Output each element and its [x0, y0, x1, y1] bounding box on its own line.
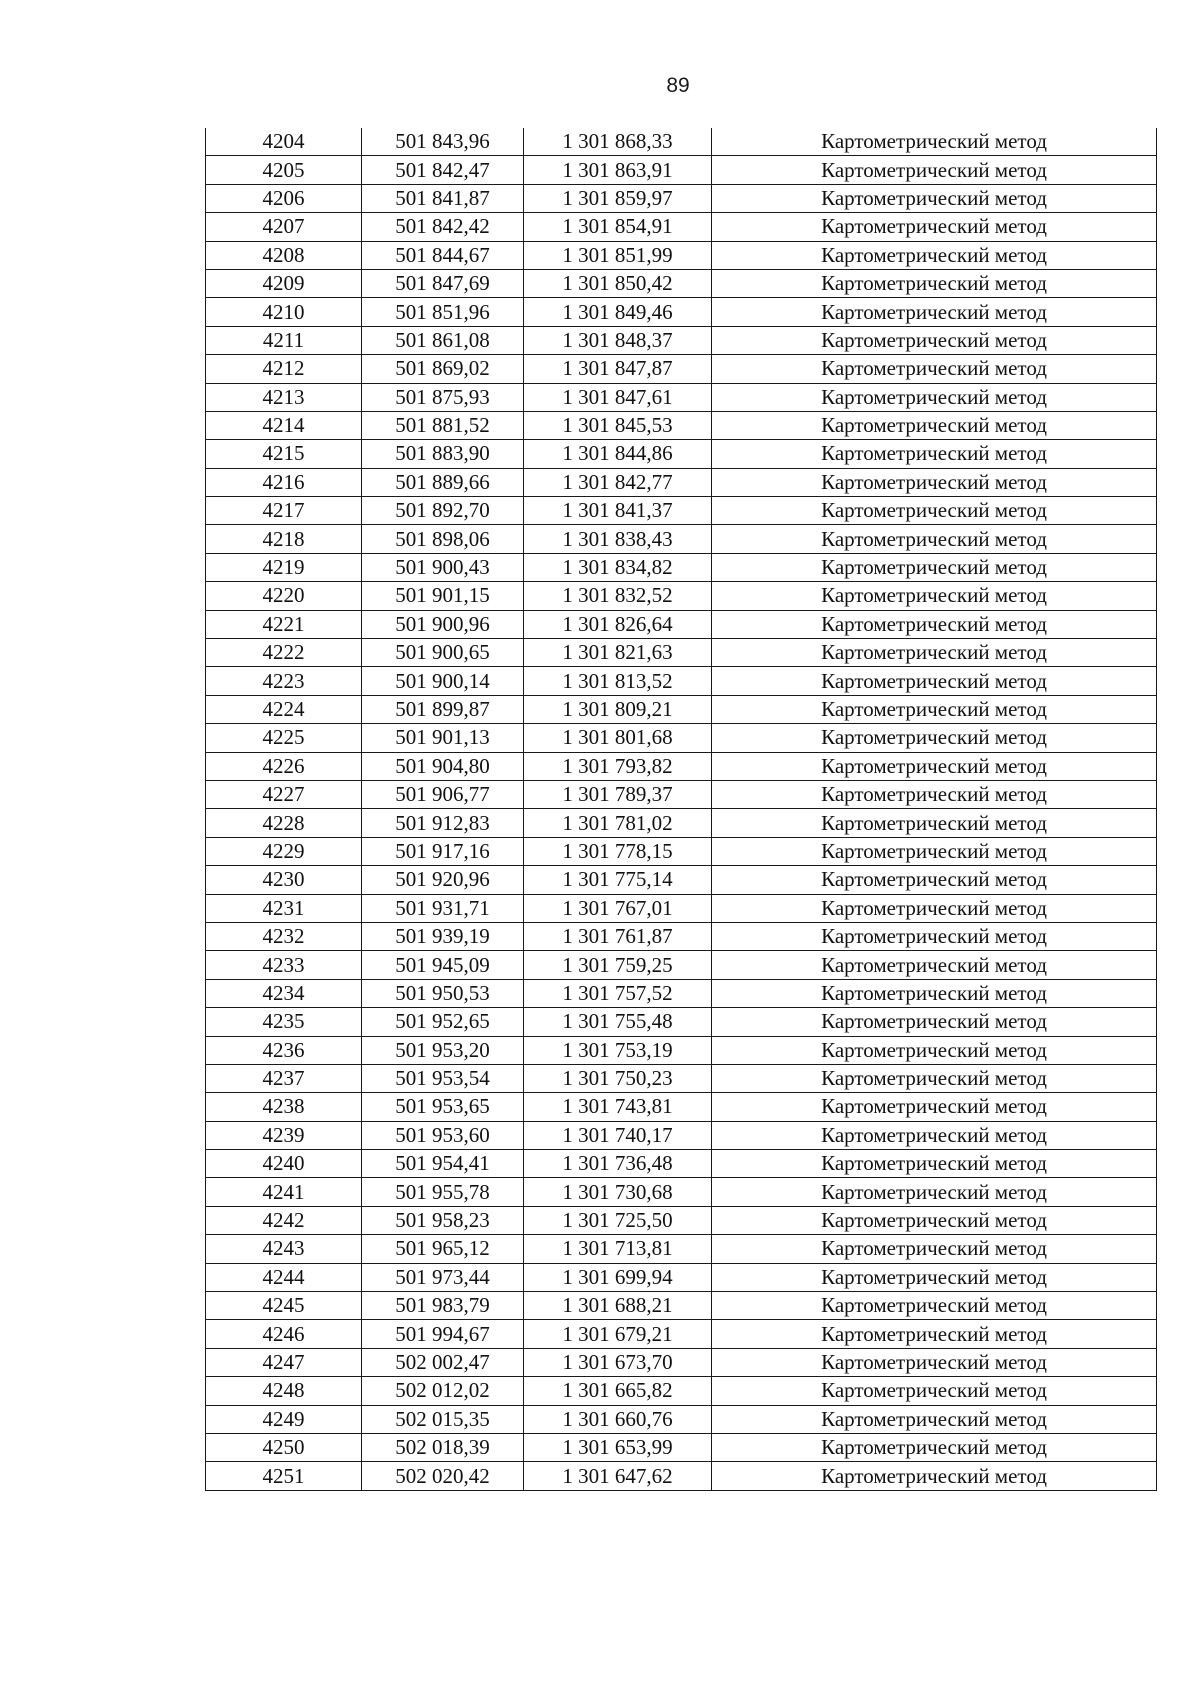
method-cell: Картометрический метод — [712, 610, 1157, 638]
method-cell: Картометрический метод — [712, 1462, 1157, 1490]
method-cell: Картометрический метод — [712, 128, 1157, 156]
x-coordinate-cell: 502 018,39 — [362, 1433, 524, 1461]
table-row — [206, 497, 1157, 525]
table-row — [206, 1064, 1157, 1092]
y-coordinate-cell: 1 301 841,37 — [524, 497, 712, 525]
table-row — [206, 241, 1157, 269]
y-coordinate-cell: 1 301 848,37 — [524, 326, 712, 354]
table-row — [206, 979, 1157, 1007]
method-cell: Картометрический метод — [712, 525, 1157, 553]
y-coordinate-cell: 1 301 730,68 — [524, 1178, 712, 1206]
x-coordinate-cell: 502 002,47 — [362, 1348, 524, 1376]
point-number-cell: 4207 — [206, 213, 362, 241]
method-cell: Картометрический метод — [712, 213, 1157, 241]
table-row — [206, 1348, 1157, 1376]
point-number-cell: 4205 — [206, 156, 362, 184]
x-coordinate-cell: 501 901,15 — [362, 582, 524, 610]
y-coordinate-cell: 1 301 725,50 — [524, 1206, 712, 1234]
x-coordinate-cell: 502 020,42 — [362, 1462, 524, 1490]
point-number-cell: 4248 — [206, 1377, 362, 1405]
x-coordinate-cell: 501 973,44 — [362, 1263, 524, 1291]
method-cell: Картометрический метод — [712, 951, 1157, 979]
x-coordinate-cell: 501 900,65 — [362, 639, 524, 667]
table-row — [206, 355, 1157, 383]
method-cell: Картометрический метод — [712, 1093, 1157, 1121]
point-number-cell: 4245 — [206, 1292, 362, 1320]
y-coordinate-cell: 1 301 740,17 — [524, 1121, 712, 1149]
method-cell: Картометрический метод — [712, 1320, 1157, 1348]
point-number-cell: 4219 — [206, 553, 362, 581]
table-row — [206, 1008, 1157, 1036]
x-coordinate-cell: 501 841,87 — [362, 184, 524, 212]
method-cell: Картометрический метод — [712, 1377, 1157, 1405]
x-coordinate-cell: 501 847,69 — [362, 269, 524, 297]
y-coordinate-cell: 1 301 851,99 — [524, 241, 712, 269]
method-cell: Картометрический метод — [712, 468, 1157, 496]
table-row — [206, 695, 1157, 723]
x-coordinate-cell: 501 843,96 — [362, 128, 524, 156]
y-coordinate-cell: 1 301 845,53 — [524, 411, 712, 439]
point-number-cell: 4215 — [206, 440, 362, 468]
y-coordinate-cell: 1 301 859,97 — [524, 184, 712, 212]
y-coordinate-cell: 1 301 868,33 — [524, 128, 712, 156]
table-row — [206, 440, 1157, 468]
x-coordinate-cell: 501 901,13 — [362, 724, 524, 752]
point-number-cell: 4221 — [206, 610, 362, 638]
x-coordinate-cell: 501 869,02 — [362, 355, 524, 383]
point-number-cell: 4204 — [206, 128, 362, 156]
table-row — [206, 383, 1157, 411]
method-cell: Картометрический метод — [712, 1121, 1157, 1149]
y-coordinate-cell: 1 301 826,64 — [524, 610, 712, 638]
point-number-cell: 4213 — [206, 383, 362, 411]
x-coordinate-cell: 501 875,93 — [362, 383, 524, 411]
y-coordinate-cell: 1 301 713,81 — [524, 1235, 712, 1263]
y-coordinate-cell: 1 301 863,91 — [524, 156, 712, 184]
method-cell: Картометрический метод — [712, 1008, 1157, 1036]
point-number-cell: 4231 — [206, 894, 362, 922]
point-number-cell: 4235 — [206, 1008, 362, 1036]
point-number-cell: 4230 — [206, 866, 362, 894]
method-cell: Картометрический метод — [712, 1405, 1157, 1433]
y-coordinate-cell: 1 301 832,52 — [524, 582, 712, 610]
point-number-cell: 4242 — [206, 1206, 362, 1234]
y-coordinate-cell: 1 301 821,63 — [524, 639, 712, 667]
y-coordinate-cell: 1 301 834,82 — [524, 553, 712, 581]
point-number-cell: 4249 — [206, 1405, 362, 1433]
method-cell: Картометрический метод — [712, 1150, 1157, 1178]
point-number-cell: 4237 — [206, 1064, 362, 1092]
table-row — [206, 1462, 1157, 1490]
y-coordinate-cell: 1 301 750,23 — [524, 1064, 712, 1092]
method-cell: Картометрический метод — [712, 780, 1157, 808]
point-number-cell: 4226 — [206, 752, 362, 780]
point-number-cell: 4250 — [206, 1433, 362, 1461]
table-row — [206, 1121, 1157, 1149]
table-row — [206, 809, 1157, 837]
method-cell: Картометрический метод — [712, 1178, 1157, 1206]
x-coordinate-cell: 501 851,96 — [362, 298, 524, 326]
table-row — [206, 1292, 1157, 1320]
point-number-cell: 4241 — [206, 1178, 362, 1206]
method-cell: Картометрический метод — [712, 326, 1157, 354]
point-number-cell: 4234 — [206, 979, 362, 1007]
point-number-cell: 4212 — [206, 355, 362, 383]
method-cell: Картометрический метод — [712, 298, 1157, 326]
table-row — [206, 326, 1157, 354]
x-coordinate-cell: 501 898,06 — [362, 525, 524, 553]
table-row — [206, 553, 1157, 581]
point-number-cell: 4236 — [206, 1036, 362, 1064]
point-number-cell: 4216 — [206, 468, 362, 496]
table-row — [206, 1405, 1157, 1433]
y-coordinate-cell: 1 301 849,46 — [524, 298, 712, 326]
point-number-cell: 4214 — [206, 411, 362, 439]
x-coordinate-cell: 501 861,08 — [362, 326, 524, 354]
method-cell: Картометрический метод — [712, 639, 1157, 667]
x-coordinate-cell: 501 881,52 — [362, 411, 524, 439]
y-coordinate-cell: 1 301 736,48 — [524, 1150, 712, 1178]
table-row — [206, 667, 1157, 695]
method-cell: Картометрический метод — [712, 894, 1157, 922]
method-cell: Картометрический метод — [712, 383, 1157, 411]
table-row — [206, 1320, 1157, 1348]
table-row — [206, 639, 1157, 667]
table-row — [206, 184, 1157, 212]
table-row — [206, 610, 1157, 638]
method-cell: Картометрический метод — [712, 582, 1157, 610]
method-cell: Картометрический метод — [712, 1206, 1157, 1234]
table-row — [206, 582, 1157, 610]
x-coordinate-cell: 501 889,66 — [362, 468, 524, 496]
x-coordinate-cell: 501 965,12 — [362, 1235, 524, 1263]
y-coordinate-cell: 1 301 653,99 — [524, 1433, 712, 1461]
x-coordinate-cell: 501 953,54 — [362, 1064, 524, 1092]
table-row — [206, 1036, 1157, 1064]
point-number-cell: 4208 — [206, 241, 362, 269]
method-cell: Картометрический метод — [712, 184, 1157, 212]
table-row — [206, 1178, 1157, 1206]
table-row — [206, 411, 1157, 439]
table-row — [206, 1150, 1157, 1178]
y-coordinate-cell: 1 301 761,87 — [524, 922, 712, 950]
point-number-cell: 4223 — [206, 667, 362, 695]
y-coordinate-cell: 1 301 688,21 — [524, 1292, 712, 1320]
table-row — [206, 298, 1157, 326]
table-row — [206, 1377, 1157, 1405]
x-coordinate-cell: 501 899,87 — [362, 695, 524, 723]
y-coordinate-cell: 1 301 757,52 — [524, 979, 712, 1007]
y-coordinate-cell: 1 301 679,21 — [524, 1320, 712, 1348]
table-row — [206, 1093, 1157, 1121]
x-coordinate-cell: 501 983,79 — [362, 1292, 524, 1320]
x-coordinate-cell: 501 900,14 — [362, 667, 524, 695]
table-row — [206, 894, 1157, 922]
point-number-cell: 4251 — [206, 1462, 362, 1490]
point-number-cell: 4247 — [206, 1348, 362, 1376]
x-coordinate-cell: 501 842,42 — [362, 213, 524, 241]
table-row — [206, 128, 1157, 156]
x-coordinate-cell: 501 953,65 — [362, 1093, 524, 1121]
method-cell: Картометрический метод — [712, 837, 1157, 865]
table-row — [206, 1263, 1157, 1291]
y-coordinate-cell: 1 301 665,82 — [524, 1377, 712, 1405]
point-number-cell: 4224 — [206, 695, 362, 723]
x-coordinate-cell: 501 994,67 — [362, 1320, 524, 1348]
x-coordinate-cell: 501 958,23 — [362, 1206, 524, 1234]
y-coordinate-cell: 1 301 809,21 — [524, 695, 712, 723]
x-coordinate-cell: 501 950,53 — [362, 979, 524, 1007]
y-coordinate-cell: 1 301 647,62 — [524, 1462, 712, 1490]
x-coordinate-cell: 501 917,16 — [362, 837, 524, 865]
method-cell: Картометрический метод — [712, 411, 1157, 439]
table-row — [206, 1433, 1157, 1461]
method-cell: Картометрический метод — [712, 922, 1157, 950]
y-coordinate-cell: 1 301 753,19 — [524, 1036, 712, 1064]
y-coordinate-cell: 1 301 838,43 — [524, 525, 712, 553]
point-number-cell: 4206 — [206, 184, 362, 212]
method-cell: Картометрический метод — [712, 241, 1157, 269]
y-coordinate-cell: 1 301 673,70 — [524, 1348, 712, 1376]
x-coordinate-cell: 501 953,20 — [362, 1036, 524, 1064]
point-number-cell: 4246 — [206, 1320, 362, 1348]
y-coordinate-cell: 1 301 743,81 — [524, 1093, 712, 1121]
method-cell: Картометрический метод — [712, 1433, 1157, 1461]
point-number-cell: 4238 — [206, 1093, 362, 1121]
table-row — [206, 156, 1157, 184]
x-coordinate-cell: 501 900,43 — [362, 553, 524, 581]
x-coordinate-cell: 501 904,80 — [362, 752, 524, 780]
x-coordinate-cell: 501 906,77 — [362, 780, 524, 808]
method-cell: Картометрический метод — [712, 497, 1157, 525]
table-row — [206, 525, 1157, 553]
y-coordinate-cell: 1 301 801,68 — [524, 724, 712, 752]
table-row — [206, 837, 1157, 865]
method-cell: Картометрический метод — [712, 1235, 1157, 1263]
method-cell: Картометрический метод — [712, 866, 1157, 894]
point-number-cell: 4233 — [206, 951, 362, 979]
coordinates-table-body — [206, 128, 1157, 1490]
x-coordinate-cell: 501 954,41 — [362, 1150, 524, 1178]
method-cell: Картометрический метод — [712, 269, 1157, 297]
y-coordinate-cell: 1 301 759,25 — [524, 951, 712, 979]
y-coordinate-cell: 1 301 767,01 — [524, 894, 712, 922]
y-coordinate-cell: 1 301 778,15 — [524, 837, 712, 865]
x-coordinate-cell: 501 912,83 — [362, 809, 524, 837]
x-coordinate-cell: 501 900,96 — [362, 610, 524, 638]
y-coordinate-cell: 1 301 699,94 — [524, 1263, 712, 1291]
point-number-cell: 4243 — [206, 1235, 362, 1263]
x-coordinate-cell: 501 844,67 — [362, 241, 524, 269]
x-coordinate-cell: 502 015,35 — [362, 1405, 524, 1433]
method-cell: Картометрический метод — [712, 1263, 1157, 1291]
y-coordinate-cell: 1 301 775,14 — [524, 866, 712, 894]
y-coordinate-cell: 1 301 781,02 — [524, 809, 712, 837]
table-row — [206, 922, 1157, 950]
y-coordinate-cell: 1 301 660,76 — [524, 1405, 712, 1433]
point-number-cell: 4217 — [206, 497, 362, 525]
x-coordinate-cell: 501 842,47 — [362, 156, 524, 184]
method-cell: Картометрический метод — [712, 1064, 1157, 1092]
point-number-cell: 4225 — [206, 724, 362, 752]
page-number: 89 — [666, 74, 690, 97]
table-row — [206, 866, 1157, 894]
method-cell: Картометрический метод — [712, 1292, 1157, 1320]
x-coordinate-cell: 501 955,78 — [362, 1178, 524, 1206]
y-coordinate-cell: 1 301 844,86 — [524, 440, 712, 468]
table-row — [206, 780, 1157, 808]
x-coordinate-cell: 501 931,71 — [362, 894, 524, 922]
method-cell: Картометрический метод — [712, 809, 1157, 837]
table-row — [206, 1206, 1157, 1234]
method-cell: Картометрический метод — [712, 440, 1157, 468]
point-number-cell: 4244 — [206, 1263, 362, 1291]
table-row — [206, 269, 1157, 297]
point-number-cell: 4210 — [206, 298, 362, 326]
y-coordinate-cell: 1 301 813,52 — [524, 667, 712, 695]
y-coordinate-cell: 1 301 755,48 — [524, 1008, 712, 1036]
point-number-cell: 4220 — [206, 582, 362, 610]
method-cell: Картометрический метод — [712, 752, 1157, 780]
y-coordinate-cell: 1 301 850,42 — [524, 269, 712, 297]
y-coordinate-cell: 1 301 854,91 — [524, 213, 712, 241]
point-number-cell: 4228 — [206, 809, 362, 837]
x-coordinate-cell: 501 939,19 — [362, 922, 524, 950]
table-row — [206, 468, 1157, 496]
y-coordinate-cell: 1 301 793,82 — [524, 752, 712, 780]
table-row — [206, 1235, 1157, 1263]
x-coordinate-cell: 501 952,65 — [362, 1008, 524, 1036]
x-coordinate-cell: 501 883,90 — [362, 440, 524, 468]
point-number-cell: 4239 — [206, 1121, 362, 1149]
x-coordinate-cell: 501 953,60 — [362, 1121, 524, 1149]
y-coordinate-cell: 1 301 847,61 — [524, 383, 712, 411]
coordinates-table — [205, 128, 1157, 1491]
method-cell: Картометрический метод — [712, 1348, 1157, 1376]
x-coordinate-cell: 501 945,09 — [362, 951, 524, 979]
x-coordinate-cell: 502 012,02 — [362, 1377, 524, 1405]
point-number-cell: 4222 — [206, 639, 362, 667]
y-coordinate-cell: 1 301 847,87 — [524, 355, 712, 383]
table-row — [206, 213, 1157, 241]
point-number-cell: 4218 — [206, 525, 362, 553]
method-cell: Картометрический метод — [712, 695, 1157, 723]
point-number-cell: 4240 — [206, 1150, 362, 1178]
point-number-cell: 4227 — [206, 780, 362, 808]
y-coordinate-cell: 1 301 789,37 — [524, 780, 712, 808]
method-cell: Картометрический метод — [712, 667, 1157, 695]
table-row — [206, 752, 1157, 780]
method-cell: Картометрический метод — [712, 979, 1157, 1007]
x-coordinate-cell: 501 892,70 — [362, 497, 524, 525]
point-number-cell: 4232 — [206, 922, 362, 950]
point-number-cell: 4211 — [206, 326, 362, 354]
method-cell: Картометрический метод — [712, 553, 1157, 581]
method-cell: Картометрический метод — [712, 156, 1157, 184]
x-coordinate-cell: 501 920,96 — [362, 866, 524, 894]
method-cell: Картометрический метод — [712, 1036, 1157, 1064]
method-cell: Картометрический метод — [712, 355, 1157, 383]
y-coordinate-cell: 1 301 842,77 — [524, 468, 712, 496]
method-cell: Картометрический метод — [712, 724, 1157, 752]
point-number-cell: 4209 — [206, 269, 362, 297]
point-number-cell: 4229 — [206, 837, 362, 865]
table-row — [206, 724, 1157, 752]
table-row — [206, 951, 1157, 979]
